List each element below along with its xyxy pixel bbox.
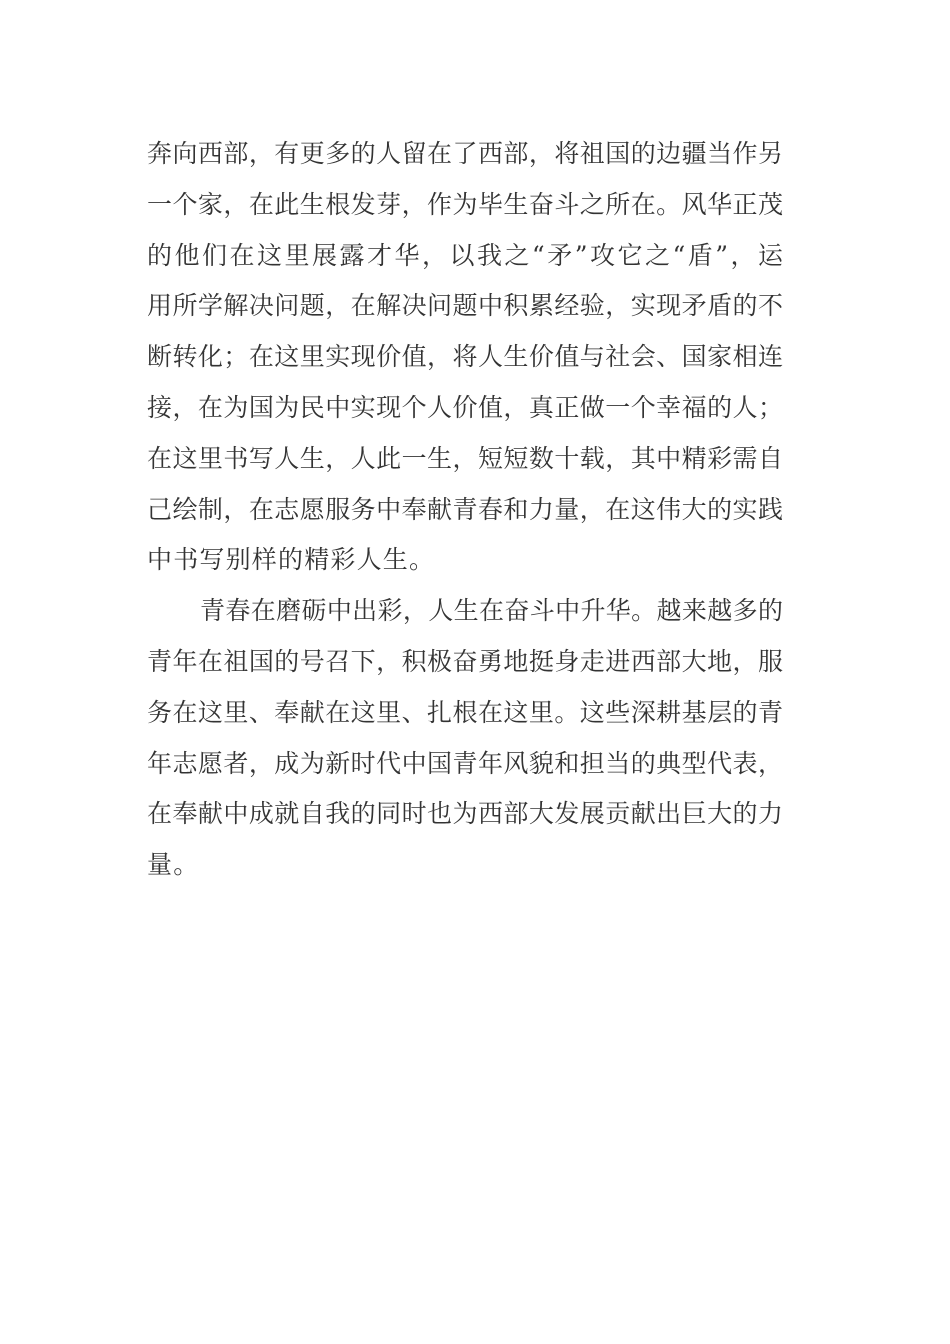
document-body [147, 129, 783, 891]
text-line: 断转化；在这里实现价值，将人生价值与社会、国家相连 [147, 342, 783, 372]
text-line: 中书写别样的精彩人生。 [147, 545, 436, 575]
paragraph [147, 586, 783, 891]
text-line: 己绘制，在志愿服务中奉献青春和力量，在这伟大的实践 [147, 494, 783, 524]
paragraph [147, 129, 783, 586]
text-line: 年志愿者，成为新时代中国青年风貌和担当的典型代表， [147, 748, 783, 778]
text-line: 在奉献中成就自我的同时也为西部大发展贡献出巨大的力 [147, 799, 783, 829]
text-line: 一个家，在此生根发芽，作为毕生奋斗之所在。风华正茂 [147, 189, 783, 219]
text-line: 在这里书写人生，人此一生，短短数十载，其中精彩需自 [147, 443, 783, 473]
text-line: 青年在祖国的号召下，积极奋勇地挺身走进西部大地，服 [147, 646, 783, 676]
text-line: 的他们在这里展露才华，以我之“矛”攻它之“盾”，运 [147, 240, 783, 270]
text-line: 青春在磨砺中出彩，人生在奋斗中升华。越来越多的 [200, 596, 783, 626]
text-line: 量。 [147, 850, 200, 880]
text-line: 接，在为国为民中实现个人价值，真正做一个幸福的人； [147, 392, 783, 422]
text-line: 用所学解决问题，在解决问题中积累经验，实现矛盾的不 [147, 291, 783, 321]
text-line: 奔向西部，有更多的人留在了西部，将祖国的边疆当作另 [147, 139, 783, 168]
text-line: 务在这里、奉献在这里、扎根在这里。这些深耕基层的青 [147, 697, 783, 727]
